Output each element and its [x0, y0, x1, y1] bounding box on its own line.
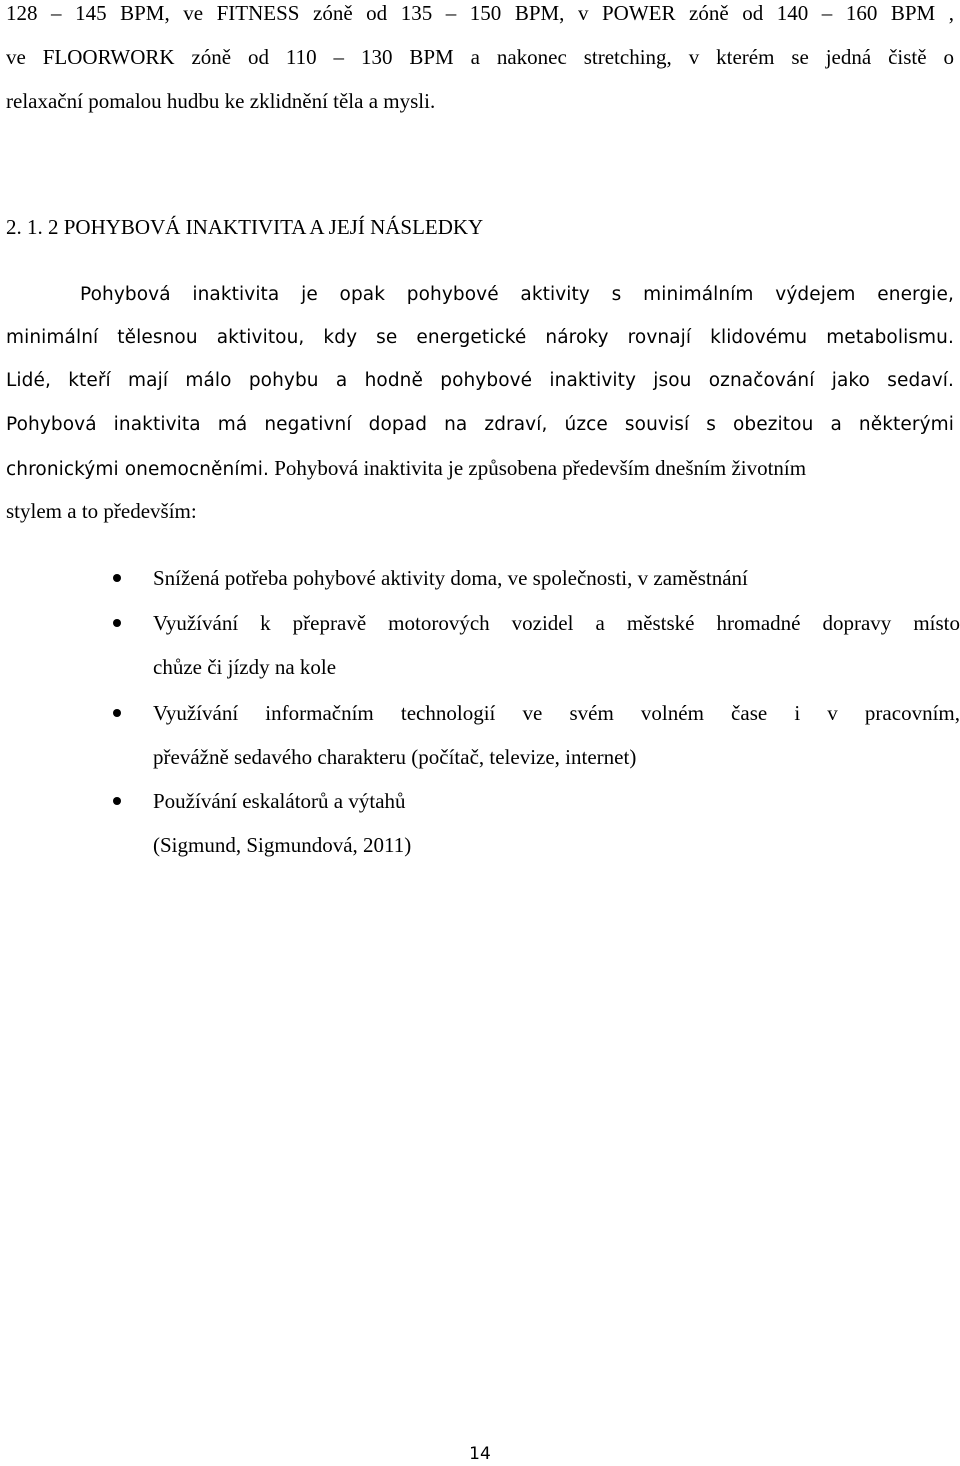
list-item-2-line-1: Využívání k přepravě motorových vozidel a městské hromadné dopravy místo	[153, 611, 960, 635]
intro-line-2: ve FLOORWORK zóně od 110 – 130 BPM a nakonec stretching, v kterém se jedná čistě o	[6, 45, 954, 69]
list-item-3-line-2: převážně sedavého charakteru (počítač, televize, internet)	[153, 745, 637, 769]
list-item-4: Používání eskalátorů a výtahů	[153, 789, 406, 813]
paragraph-line-6: stylem a to především:	[6, 499, 197, 523]
bullet-icon	[113, 619, 121, 627]
intro-line-3: relaxační pomalou hudbu ke zklidnění těla a mysli.	[6, 89, 436, 113]
intro-line-1: 128 – 145 BPM, ve FITNESS zóně od 135 – 150 BPM, v POWER zóně od 140 – 160 BPM ,	[6, 1, 954, 25]
paragraph-line-4: Pohybová inaktivita má negativní dopad na zdraví, úzce souvisí s obezitou a některými	[6, 414, 954, 435]
paragraph-line-5	[6, 455, 806, 483]
list-item-1: Snížená potřeba pohybové aktivity doma, ve společnosti, v zaměstnání	[153, 566, 748, 590]
bullet-icon	[113, 709, 121, 717]
bullet-icon	[113, 574, 121, 582]
section-heading: 2. 1. 2 POHYBOVÁ INAKTIVITA A JEJÍ NÁSLEDKY	[6, 215, 484, 239]
paragraph-line-1: Pohybová inaktivita je opak pohybové aktivity s minimálním výdejem energie,	[80, 284, 954, 305]
list-item-3-line-1: Využívání informačním technologií ve svém volném čase i v pracovním,	[153, 701, 960, 725]
paragraph-line-3: Lidé, kteří mají málo pohybu a hodně pohybové inaktivity jsou označování jako sedaví.	[6, 370, 954, 391]
paragraph-line-5-serif: Pohybová inaktivita je způsobena především dnešním životním	[268, 456, 807, 480]
citation: (Sigmund, Sigmundová, 2011)	[153, 833, 412, 857]
paragraph-line-5-sans: chronickými onemocněními.	[6, 459, 269, 480]
paragraph-line-2: minimální tělesnou aktivitou, kdy se energetické nároky rovnají klidovému metabolismu.	[6, 327, 954, 348]
list-item-2-line-2: chůze či jízdy na kole	[153, 655, 337, 679]
page-number: 14	[469, 1444, 491, 1464]
bullet-icon	[113, 797, 121, 805]
